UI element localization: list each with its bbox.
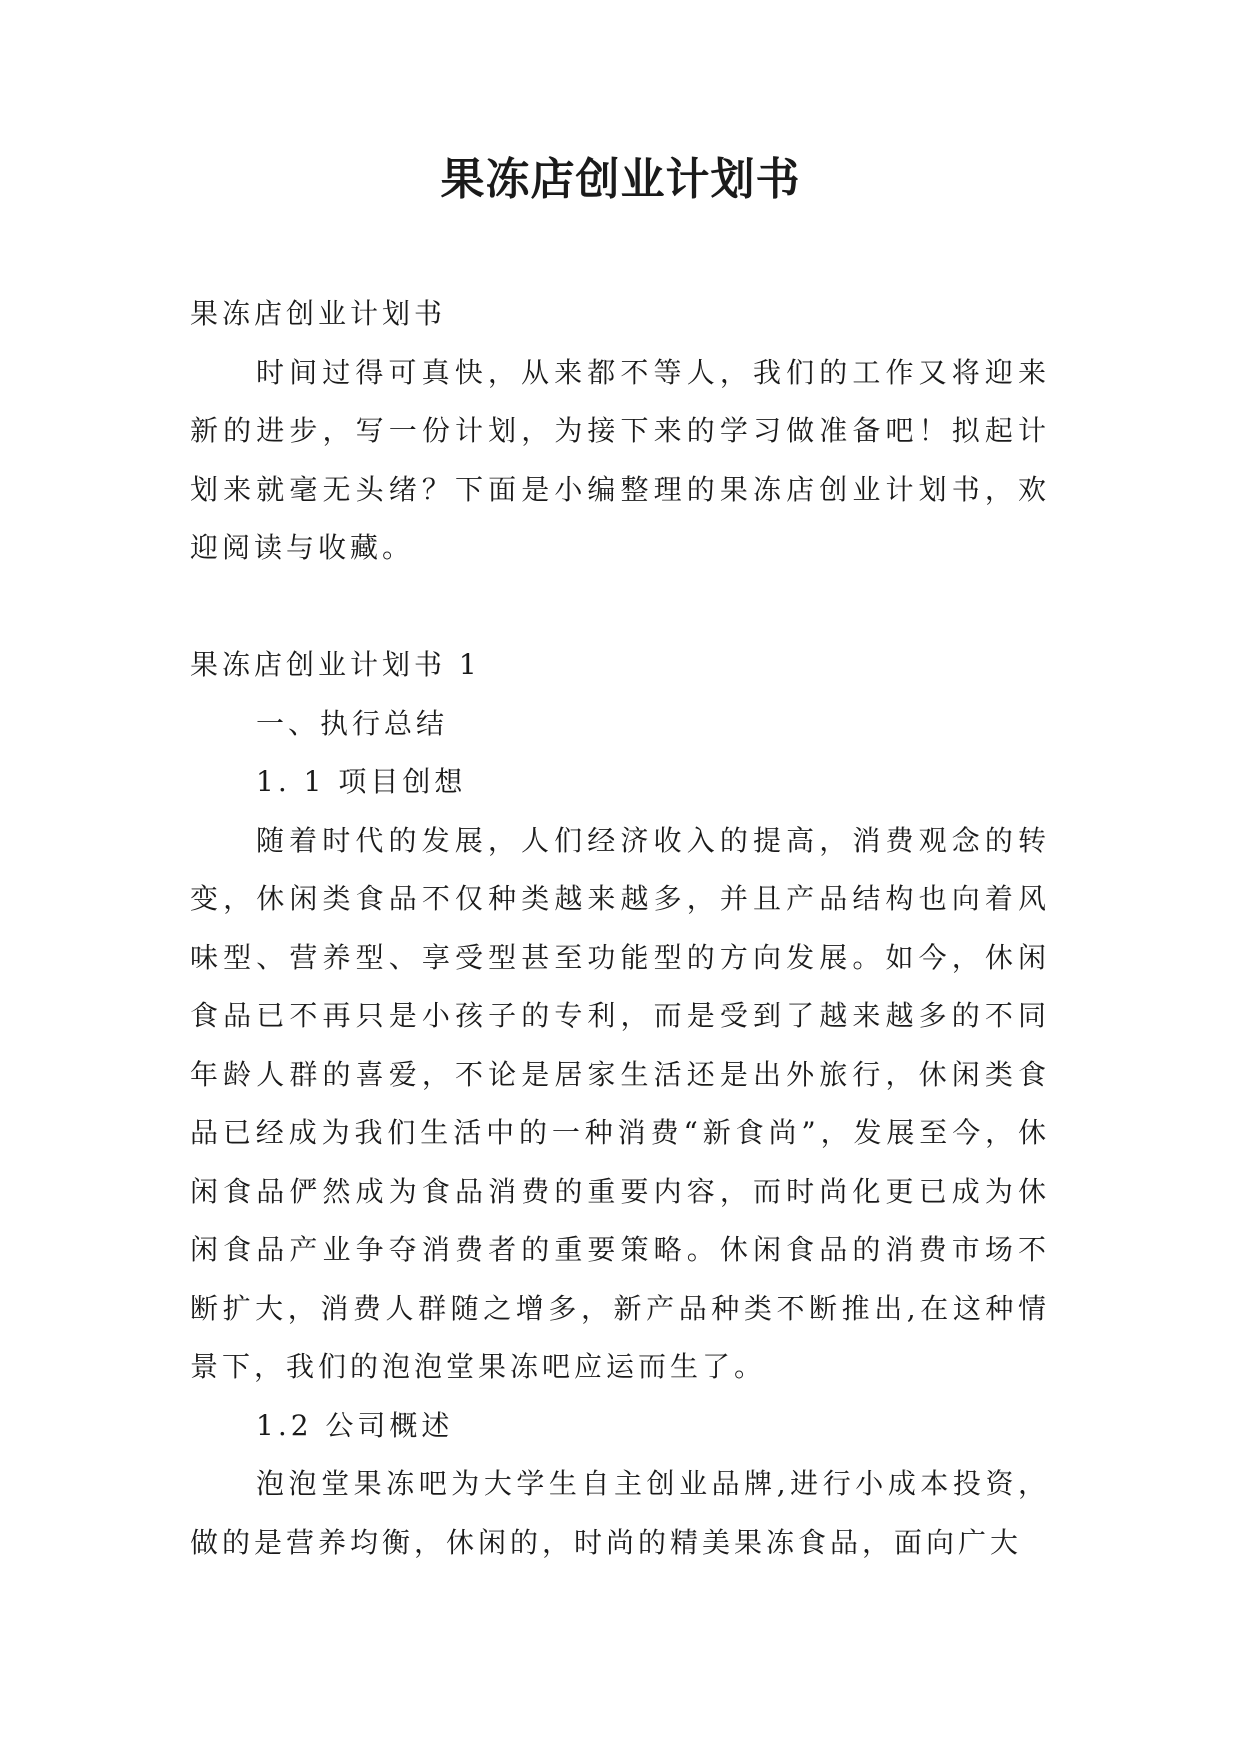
body-paragraph: 泡泡堂果冻吧为大学生自主创业品牌,进行小成本投资，做的是营养均衡，休闲的，时尚的精美果冻食品，面向广大 (190, 1467, 1050, 1559)
subsection-heading: 1.2 公司概述 (256, 1408, 454, 1442)
document-body (190, 285, 1050, 1572)
section-heading: 一、执行总结 (256, 706, 449, 740)
document-subtitle: 果冻店创业计划书 (190, 297, 447, 330)
section-title: 果冻店创业计划书 1 (190, 648, 481, 681)
intro-paragraph: 时间过得可真快，从来都不等人，我们的工作又将迎来新的进步，写一份计划，为接下来的学习做准备吧！拟起计划来就毫无头绪？下面是小编整理的果冻店创业计划书，欢迎阅读与收藏。 (190, 355, 1050, 564)
document-title: 果冻店创业计划书 (440, 154, 801, 205)
subsection-heading: 1. 1 项目创想 (256, 765, 467, 798)
body-paragraph: 随着时代的发展，人们经济收入的提高，消费观念的转变，休闲类食品不仅种类越来越多，并且产品结构也向着风味型、营养型、享受型甚至功能型的方向发展。如今，休闲食品已不再只是小孩子的专利，而是受到了越来越多的不同年龄人群的喜爱，不论是居家生活还是出外旅行，休闲类食品已经成为我们生活中的一种消费“新食尚”，发展至今，休闲食品俨然成为食品消费的重要内容，而时尚化更已成为休闲食品产业争夺消费者的重要策略。休闲食品的消费市场不断扩大，消费人群随之增多，新产品种类不断推出,在这种情景下，我们的泡泡堂果冻吧应运而生了。 (190, 823, 1050, 1383)
